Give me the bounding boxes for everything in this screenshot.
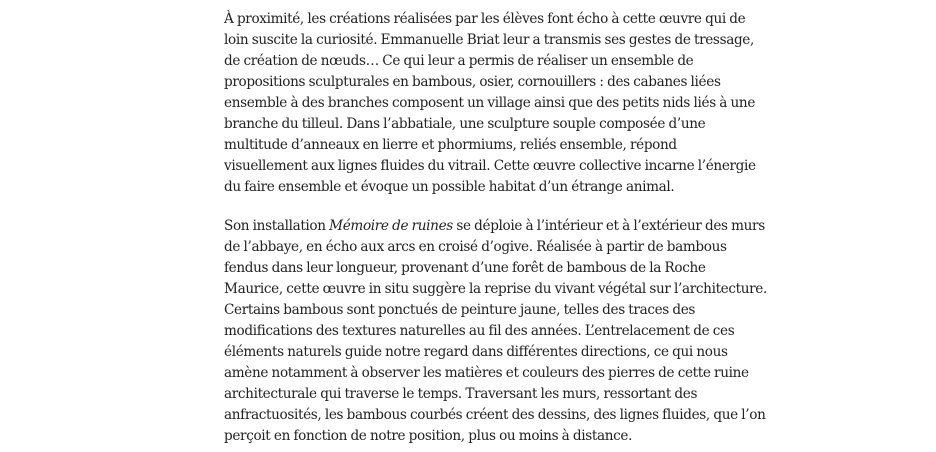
text-segment: Son installation <box>224 218 330 234</box>
text-line: éléments naturels guide notre regard dans différentes directions, ce qui nous <box>224 344 728 360</box>
text-line <box>224 216 765 237</box>
text-line: ensemble à des branches composent un village ainsi que des petits nids liés à une <box>224 95 756 111</box>
text-line: de l’abbaye, en écho aux arcs en croisé d’ogive. Réalisée à partir de bambous <box>224 239 727 255</box>
text-line: architecturale qui traverse le temps. Traversant les murs, ressortant des <box>224 386 698 402</box>
text-line: anfractuosités, les bambous courbés créent des dessins, des lignes fluides, que l’on <box>224 407 766 423</box>
paragraph-1 <box>224 9 756 198</box>
text-line: du faire ensemble et évoque un possible habitat d’un étrange animal. <box>224 179 675 195</box>
text-line: propositions sculpturales en bambous, osier, cornouillers : des cabanes liées <box>224 74 721 90</box>
text-line: Maurice, cette œuvre in situ suggère la reprise du vivant végétal sur l’architecture. <box>224 281 767 297</box>
text-line: perçoit en fonction de notre position, plus ou moins à distance. <box>224 428 633 444</box>
text-line: branche du tilleul. Dans l’abbatiale, une sculpture souple composée d’une <box>224 116 706 132</box>
text-line: À proximité, les créations réalisées par les élèves font écho à cette œuvre qui de <box>224 11 746 27</box>
text-line: modifications des textures naturelles au fil des années. L’entrelacement de ces <box>224 323 735 339</box>
text-line: visuellement aux lignes fluides du vitrail. Cette œuvre collective incarne l’énergie <box>224 158 756 174</box>
text-line: Certains bambous sont ponctués de peinture jaune, telles des traces des <box>224 302 696 318</box>
text-line: loin suscite la curiosité. Emmanuelle Briat leur a transmis ses gestes de tressage, <box>224 32 754 48</box>
artwork-title: Mémoire de ruines <box>329 218 453 234</box>
text-line: fendus dans leur longueur, provenant d’une forêt de bambous de la Roche <box>224 260 706 276</box>
article-body <box>224 9 767 447</box>
text-line: multitude d’anneaux en lierre et phormiums, reliés ensemble, répond <box>224 137 677 153</box>
text-segment: se déploie à l’intérieur et à l’extérieur des murs <box>452 218 765 234</box>
paragraph-2 <box>224 216 767 447</box>
text-line: de création de nœuds… Ce qui leur a permis de réaliser un ensemble de <box>224 53 694 69</box>
text-line: amène notamment à observer les matières et couleurs des pierres de cette ruine <box>224 365 749 381</box>
